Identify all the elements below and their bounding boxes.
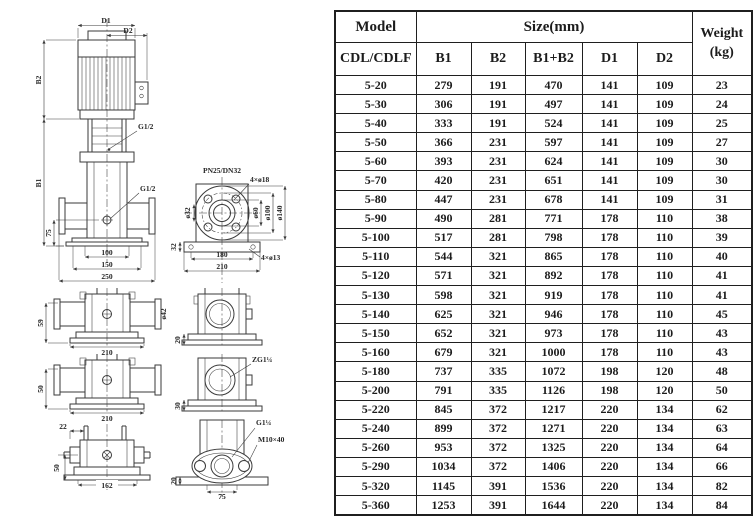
table-row: [335, 190, 752, 209]
table-row: [335, 457, 752, 476]
size-cell: 178: [582, 324, 637, 343]
side-view-a: [36, 288, 168, 357]
label-20-a: 20: [173, 336, 182, 344]
size-cell: 391: [471, 496, 525, 516]
size-cell: 134: [637, 476, 692, 495]
label-b2: B2: [34, 75, 43, 85]
size-cell: 31: [692, 190, 752, 209]
model-cell: 5-100: [335, 228, 416, 247]
label-g12-top: G1/2: [138, 122, 154, 131]
table-row: [335, 171, 752, 190]
size-cell: 220: [582, 476, 637, 495]
label-210-top: 210: [216, 262, 228, 271]
size-cell: 892: [525, 266, 582, 285]
terminal-box: [135, 82, 148, 104]
size-cell: 679: [416, 343, 471, 362]
model-cell: 5-290: [335, 457, 416, 476]
size-cell: 490: [416, 209, 471, 228]
col-header-weight: [692, 11, 752, 76]
table-row: [335, 114, 752, 133]
table-row: [335, 305, 752, 324]
table-row: [335, 247, 752, 266]
size-cell: 447: [416, 190, 471, 209]
size-cell: 120: [637, 381, 692, 400]
size-cell: 110: [637, 305, 692, 324]
size-cell: 141: [582, 152, 637, 171]
table-row: [335, 381, 752, 400]
label-59: 59: [36, 319, 45, 327]
model-cell: 5-120: [335, 266, 416, 285]
model-cell: 5-240: [335, 419, 416, 438]
size-cell: 64: [692, 438, 752, 457]
size-cell: 919: [525, 286, 582, 305]
size-cell: 220: [582, 457, 637, 476]
size-cell: 678: [525, 190, 582, 209]
size-cell: 1271: [525, 419, 582, 438]
label-g12-mid: G1/2: [140, 184, 156, 193]
table-row: [335, 400, 752, 419]
size-cell: 178: [582, 266, 637, 285]
size-cell: 134: [637, 438, 692, 457]
model-cell: 5-110: [335, 247, 416, 266]
col-header-b2: B2: [471, 43, 525, 76]
model-cell: 5-20: [335, 76, 416, 95]
size-cell: 27: [692, 133, 752, 152]
size-cell: 48: [692, 362, 752, 381]
table-row: [335, 438, 752, 457]
size-cell: 865: [525, 247, 582, 266]
table-row: [335, 419, 752, 438]
size-cell: 333: [416, 114, 471, 133]
table-row: [335, 476, 752, 495]
label-d2: D2: [123, 26, 133, 35]
size-cell: 1072: [525, 362, 582, 381]
label-75-b: 75: [218, 492, 226, 501]
size-cell: 1034: [416, 457, 471, 476]
size-cell: 420: [416, 171, 471, 190]
label-d1: D1: [101, 16, 111, 25]
size-cell: 134: [637, 457, 692, 476]
size-cell: 50: [692, 381, 752, 400]
model-cell: 5-140: [335, 305, 416, 324]
size-cell: 110: [637, 228, 692, 247]
size-cell: 141: [582, 190, 637, 209]
size-cell: 141: [582, 171, 637, 190]
size-cell: 321: [471, 266, 525, 285]
size-cell: 191: [471, 114, 525, 133]
size-cell: 178: [582, 209, 637, 228]
size-cell: 109: [637, 95, 692, 114]
label-m10x40: M10×40: [258, 435, 285, 444]
model-cell: 5-150: [335, 324, 416, 343]
size-cell: 220: [582, 496, 637, 516]
table-row: [335, 152, 752, 171]
model-cell: 5-80: [335, 190, 416, 209]
size-cell: 178: [582, 343, 637, 362]
model-cell: 5-220: [335, 400, 416, 419]
size-cell: 198: [582, 362, 637, 381]
table-row: [335, 76, 752, 95]
size-cell: 470: [525, 76, 582, 95]
size-cell: 134: [637, 419, 692, 438]
label-g114: G1¼: [256, 418, 272, 427]
size-cell: 23: [692, 76, 752, 95]
size-cell: 220: [582, 419, 637, 438]
label-dia100: ø100: [263, 205, 272, 221]
size-cell: 43: [692, 324, 752, 343]
size-cell: 109: [637, 152, 692, 171]
size-cell: 231: [471, 152, 525, 171]
size-cell: 737: [416, 362, 471, 381]
size-cell: 109: [637, 133, 692, 152]
label-162: 162: [101, 481, 113, 490]
size-cell: 191: [471, 95, 525, 114]
size-cell: 279: [416, 76, 471, 95]
size-cell: 845: [416, 400, 471, 419]
side-view-c: [52, 422, 150, 490]
label-210-a: 210: [101, 348, 113, 357]
label-22: 22: [59, 422, 67, 431]
dimensions-table: [334, 10, 753, 516]
label-4x13: 4×ø13: [261, 253, 281, 262]
model-cell: 5-160: [335, 343, 416, 362]
model-cell: 5-260: [335, 438, 416, 457]
header-row-2: [335, 43, 752, 76]
size-cell: 45: [692, 305, 752, 324]
table-row: [335, 286, 752, 305]
port-view-a: [173, 288, 262, 347]
dimension-table-area: [334, 10, 751, 516]
size-cell: 110: [637, 324, 692, 343]
label-100: 100: [101, 248, 113, 257]
model-cell: 5-50: [335, 133, 416, 152]
size-cell: 524: [525, 114, 582, 133]
engineering-drawing-svg: [0, 0, 334, 500]
label-32: 32: [169, 243, 178, 251]
weight-unit: (kg): [709, 44, 734, 60]
size-cell: 24: [692, 95, 752, 114]
table-row: [335, 228, 752, 247]
size-cell: 198: [582, 381, 637, 400]
flange-top-view: [169, 166, 285, 283]
size-cell: 109: [637, 114, 692, 133]
label-dia42: ø42: [159, 308, 168, 320]
size-cell: 372: [471, 400, 525, 419]
table-row: [335, 266, 752, 285]
size-cell: 43: [692, 343, 752, 362]
size-cell: 1325: [525, 438, 582, 457]
size-cell: 1536: [525, 476, 582, 495]
col-header-model-series: CDL/CDLF: [335, 43, 416, 76]
size-cell: 231: [471, 190, 525, 209]
size-cell: 899: [416, 419, 471, 438]
size-cell: 1145: [416, 476, 471, 495]
size-cell: 946: [525, 305, 582, 324]
port-view-b: [173, 354, 273, 413]
size-cell: 41: [692, 286, 752, 305]
col-header-b1: B1: [416, 43, 471, 76]
size-cell: 651: [525, 171, 582, 190]
size-cell: 973: [525, 324, 582, 343]
size-cell: 40: [692, 247, 752, 266]
size-cell: 1406: [525, 457, 582, 476]
size-cell: 110: [637, 343, 692, 362]
size-cell: 306: [416, 95, 471, 114]
col-header-d1: D1: [582, 43, 637, 76]
size-cell: 321: [471, 305, 525, 324]
size-cell: 41: [692, 266, 752, 285]
model-cell: 5-360: [335, 496, 416, 516]
model-cell: 5-200: [335, 381, 416, 400]
table-row: [335, 343, 752, 362]
oval-flange-view: [169, 418, 285, 501]
model-cell: 5-320: [335, 476, 416, 495]
label-dia60: ø60: [251, 207, 260, 219]
size-cell: 141: [582, 76, 637, 95]
table-row: [335, 133, 752, 152]
size-cell: 1000: [525, 343, 582, 362]
size-cell: 178: [582, 247, 637, 266]
size-cell: 231: [471, 171, 525, 190]
table-row: [335, 209, 752, 228]
size-cell: 110: [637, 266, 692, 285]
size-cell: 335: [471, 362, 525, 381]
size-cell: 82: [692, 476, 752, 495]
label-50-a: 50: [36, 385, 45, 393]
label-75: 75: [44, 229, 53, 237]
label-dia140: ø140: [275, 205, 284, 221]
size-cell: 178: [582, 305, 637, 324]
size-cell: 497: [525, 95, 582, 114]
size-cell: 141: [582, 133, 637, 152]
size-cell: 335: [471, 381, 525, 400]
model-cell: 5-130: [335, 286, 416, 305]
label-150: 150: [101, 260, 113, 269]
weight-title: Weight: [700, 26, 744, 42]
size-cell: 109: [637, 190, 692, 209]
label-210-b: 210: [101, 414, 113, 423]
size-cell: 1126: [525, 381, 582, 400]
size-cell: 84: [692, 496, 752, 516]
size-cell: 571: [416, 266, 471, 285]
size-cell: 178: [582, 286, 637, 305]
size-cell: 134: [637, 400, 692, 419]
size-cell: 597: [525, 133, 582, 152]
label-50-b: 50: [52, 464, 61, 472]
table-row: [335, 362, 752, 381]
size-cell: 624: [525, 152, 582, 171]
size-cell: 517: [416, 228, 471, 247]
size-cell: 141: [582, 95, 637, 114]
size-cell: 220: [582, 400, 637, 419]
label-dia32: ø32: [183, 207, 192, 219]
size-cell: 321: [471, 324, 525, 343]
header-row-1: [335, 11, 752, 43]
col-header-size: Size(mm): [416, 11, 692, 43]
size-cell: 120: [637, 362, 692, 381]
size-cell: 321: [471, 286, 525, 305]
size-cell: 798: [525, 228, 582, 247]
size-cell: 110: [637, 286, 692, 305]
model-cell: 5-180: [335, 362, 416, 381]
size-cell: 220: [582, 438, 637, 457]
size-cell: 321: [471, 343, 525, 362]
size-cell: 141: [582, 114, 637, 133]
table-row: [335, 496, 752, 516]
size-cell: 231: [471, 133, 525, 152]
size-cell: 1217: [525, 400, 582, 419]
size-cell: 110: [637, 209, 692, 228]
size-cell: 38: [692, 209, 752, 228]
size-cell: 66: [692, 457, 752, 476]
size-cell: 281: [471, 209, 525, 228]
size-cell: 625: [416, 305, 471, 324]
size-cell: 109: [637, 76, 692, 95]
model-cell: 5-60: [335, 152, 416, 171]
model-cell: 5-40: [335, 114, 416, 133]
label-250: 250: [101, 272, 113, 281]
size-cell: 953: [416, 438, 471, 457]
label-180: 180: [216, 250, 228, 259]
size-cell: 191: [471, 76, 525, 95]
table-body: [335, 76, 752, 516]
col-header-b1b2: B1+B2: [525, 43, 582, 76]
size-cell: 372: [471, 419, 525, 438]
size-cell: 544: [416, 247, 471, 266]
label-20-b: 20: [169, 477, 178, 485]
size-cell: 391: [471, 476, 525, 495]
size-cell: 178: [582, 228, 637, 247]
model-cell: 5-70: [335, 171, 416, 190]
size-cell: 30: [692, 152, 752, 171]
size-cell: 771: [525, 209, 582, 228]
table-row: [335, 95, 752, 114]
size-cell: 30: [692, 171, 752, 190]
table-row: [335, 324, 752, 343]
side-view-b: [36, 354, 161, 423]
label-zg114: ZG1¼: [252, 355, 273, 364]
size-cell: 372: [471, 438, 525, 457]
size-cell: 1253: [416, 496, 471, 516]
label-pn25-dn32: PN25/DN32: [203, 166, 241, 175]
size-cell: 63: [692, 419, 752, 438]
size-cell: 39: [692, 228, 752, 247]
size-cell: 652: [416, 324, 471, 343]
size-cell: 791: [416, 381, 471, 400]
size-cell: 372: [471, 457, 525, 476]
col-header-d2: D2: [637, 43, 692, 76]
label-4x18: 4×ø18: [250, 175, 270, 184]
front-elevation-view: [34, 16, 156, 281]
size-cell: 134: [637, 496, 692, 516]
size-cell: 110: [637, 247, 692, 266]
size-cell: 598: [416, 286, 471, 305]
size-cell: 366: [416, 133, 471, 152]
size-cell: 1644: [525, 496, 582, 516]
size-cell: 109: [637, 171, 692, 190]
size-cell: 393: [416, 152, 471, 171]
model-cell: 5-90: [335, 209, 416, 228]
size-cell: 281: [471, 228, 525, 247]
size-cell: 62: [692, 400, 752, 419]
label-30: 30: [173, 402, 182, 410]
size-cell: 321: [471, 247, 525, 266]
label-b1: B1: [34, 178, 43, 188]
size-cell: 25: [692, 114, 752, 133]
model-cell: 5-30: [335, 95, 416, 114]
pump-dimension-drawing: [0, 0, 334, 500]
col-header-model: Model: [335, 11, 416, 43]
